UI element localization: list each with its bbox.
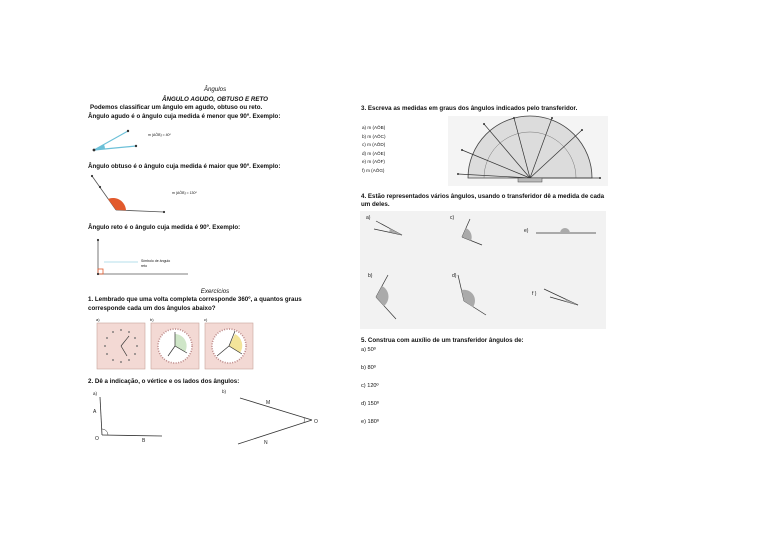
q5-item-d: d) 150º [361,401,379,407]
question-4-line-2: um deles. [361,201,390,208]
q3-item-e: e) m (AÔF) [362,159,385,165]
q2-label-a: a) [93,391,98,396]
q1-label-a: a) [96,317,100,322]
q1-label-c: c) [204,317,208,322]
question-1-line-1: 1. Lembrado que uma volta completa corresponde 360º, a quantos graus [88,296,302,303]
page-title: Ângulos [203,86,227,93]
q4-label-e: e) [524,228,529,234]
q5-item-c: c) 120º [361,383,379,389]
q5-item-b: b) 80º [361,365,376,371]
q5-item-e: e) 180º [361,419,379,425]
question-4-line-1: 4. Estão representados vários ângulos, usando o transferidor dê a medida de cada [361,193,605,200]
acute-definition: Ângulo agudo é o ângulo cuja medida é menor que 90º. Exemplo: [88,113,281,120]
q2-a-point-a: A [93,409,97,415]
acute-angle-figure [88,122,198,158]
q2-angle-b [228,394,328,450]
page-subtitle: ÂNGULO AGUDO, OBTUSO E RETO [162,96,268,103]
q2-b-point-m: M [266,400,271,406]
intro-text: Podemos classificar um ângulo em agudo, obtuso ou reto. [90,104,263,111]
q2-a-point-b: B [142,438,146,444]
acute-caption: m (AÔB) = 40º [148,133,171,137]
q4-label-a: a) [366,215,371,221]
q2-label-b: b) [222,389,227,394]
exercises-heading: Exercícios [200,288,230,295]
q4-label-c: c) [450,215,455,221]
protractor-figure [448,116,608,186]
q4-label-d: d) [452,273,457,279]
right-angle-definition: Ângulo reto é o ângulo cuja medida é 90º. Exemplo: [88,224,241,231]
right-angle-caption-1: Símbolo de ângulo [141,259,171,263]
q4-label-b: b) [368,273,373,279]
q3-item-c: c) m (AÔD) [362,142,386,148]
q3-item-b: b) m (AÔC) [362,133,386,139]
obtuse-caption: m (AÔB) = 130º [172,191,197,195]
right-angle-caption-2: reto [141,264,148,268]
q1-figure-a [97,323,145,369]
q1-figure-c [205,323,253,369]
q3-item-a: a) m (AÔB) [362,125,386,130]
question-5: 5. Construa com auxílio de um transferidor ângulos de: [361,337,524,344]
q3-item-f: f) m (AÔG) [362,168,385,173]
q2-angle-a [90,395,170,445]
q5-item-a: a) 50º [361,347,376,353]
q1-figure-b [151,323,199,369]
q4-label-f: f ) [532,291,537,297]
q2-a-point-o: O [95,436,99,442]
q1-label-b: b) [150,317,154,322]
obtuse-definition: Ângulo obtuso é o ângulo cuja medida é maior que 90º. Exemplo: [88,163,281,170]
question-3: 3. Escreva as medidas em graus dos ângulos indicados pelo transferidor. [361,105,578,112]
q3-item-d: d) m (AÔE) [362,150,386,156]
q4-angles-panel [360,211,606,329]
q2-b-point-o: O [314,419,318,425]
question-2: 2. Dê a indicação, o vértice e os lados dos ângulos: [88,378,240,385]
question-1-line-2: corresponde cada um dos ângulos abaixo? [88,305,216,312]
q2-b-point-n: N [264,440,268,446]
